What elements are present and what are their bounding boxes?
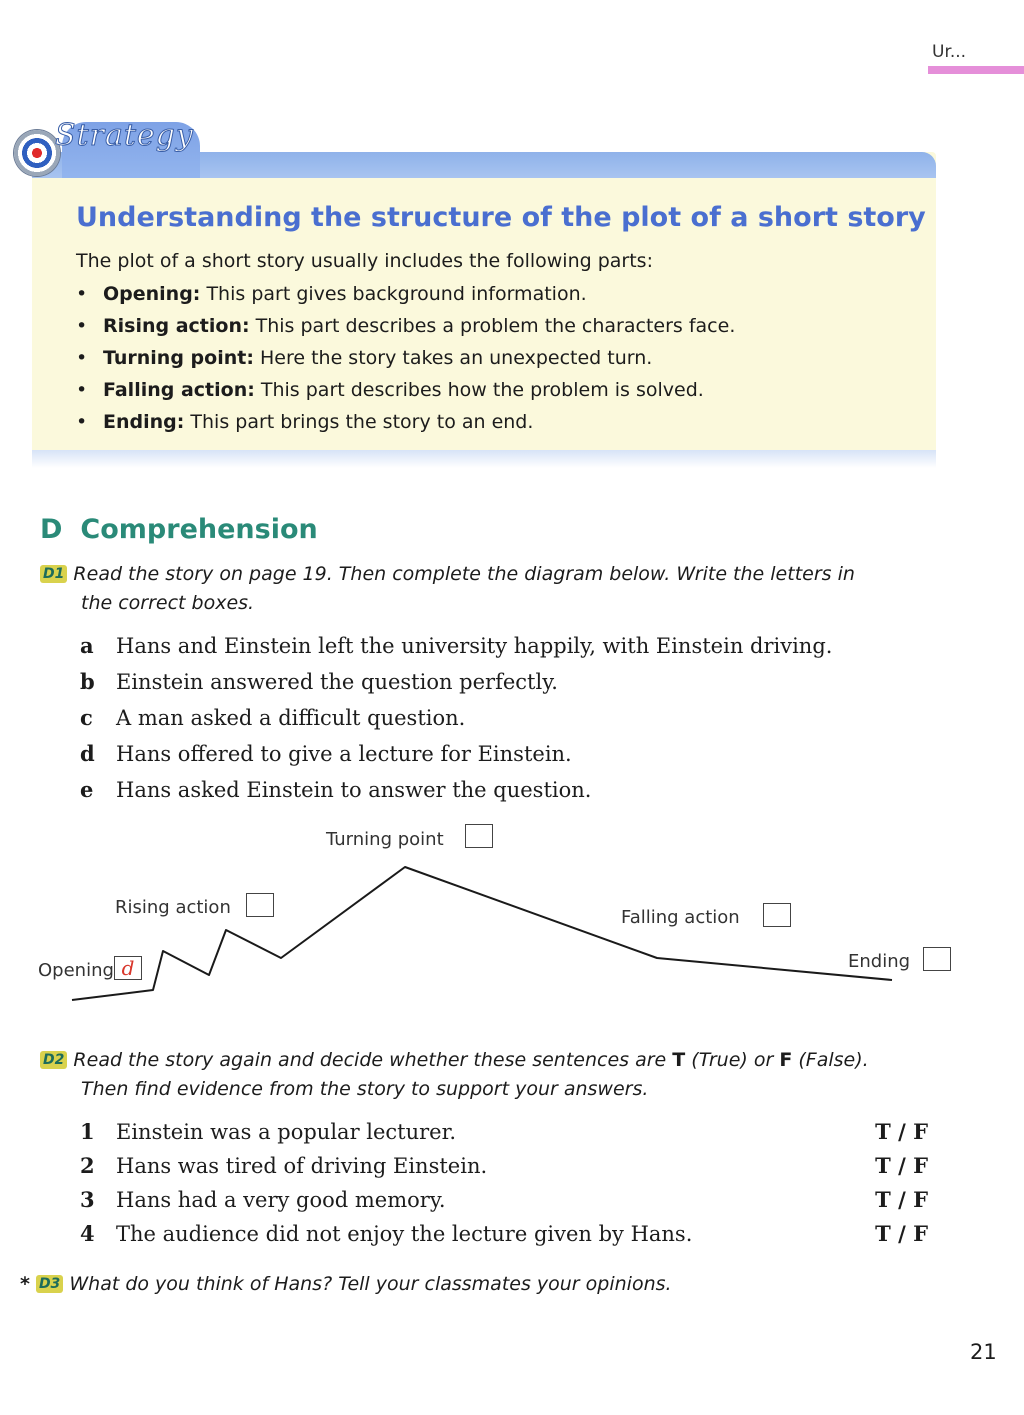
d3-badge: D3 <box>36 1275 63 1293</box>
strategy-text: This part describes a problem the characters face. <box>255 315 736 337</box>
strategy-item-rising-action <box>76 314 735 346</box>
strategy-text: This part gives background information. <box>206 283 587 305</box>
d3-instructions <box>20 1270 920 1299</box>
d3-instruction-text: What do you think of Hans? Tell your classmates your opinions. <box>69 1273 672 1295</box>
strategy-text: Here the story takes an unexpected turn. <box>259 347 653 369</box>
d1-item-text: A man asked a difficult question. <box>116 706 466 730</box>
section-heading <box>40 514 318 545</box>
rising-action-answer-box[interactable] <box>246 893 274 917</box>
unit-tab <box>928 42 1024 74</box>
turning-point-label: Turning point <box>326 829 444 850</box>
strategy-term: Opening: <box>103 283 201 305</box>
target-icon <box>14 130 60 176</box>
d1-item-text: Hans and Einstein left the university happily, with Einstein driving. <box>116 634 833 658</box>
strategy-item-opening <box>76 282 735 314</box>
strategy-label: Strategy <box>55 118 194 153</box>
d2-item-number: 2 <box>80 1153 95 1178</box>
d1-item-letter: c <box>80 705 93 730</box>
opening-label: Opening <box>38 960 114 981</box>
d2-item-text: Einstein was a popular lecturer. <box>116 1120 457 1144</box>
d2-true-letter: T <box>672 1049 686 1071</box>
true-false-choice[interactable]: T / F <box>875 1119 928 1144</box>
d1-item <box>80 702 832 738</box>
section-letter: D <box>40 514 63 545</box>
strategy-term: Ending: <box>103 411 185 433</box>
d2-false-letter: F <box>779 1049 793 1071</box>
d2-instruction-mid: (True) or <box>685 1049 780 1071</box>
strategy-term: Turning point: <box>103 347 254 369</box>
strategy-box-shadow <box>32 450 936 468</box>
falling-action-answer-box[interactable] <box>763 903 791 927</box>
section-title: Comprehension <box>80 514 318 545</box>
d2-instruction-line2: Then find evidence from the story to support your answers. <box>81 1078 649 1100</box>
d2-item-text: The audience did not enjoy the lecture given by Hans. <box>116 1222 693 1246</box>
d1-item <box>80 774 832 810</box>
unit-tab-bar <box>928 66 1024 74</box>
d1-instruction-line2: the correct boxes. <box>81 592 255 614</box>
d1-items <box>80 630 832 810</box>
d2-badge: D2 <box>40 1051 67 1069</box>
d1-instruction-line1: Read the story on page 19. Then complete the diagram below. Write the letters in <box>73 563 855 585</box>
d2-item-number: 3 <box>80 1187 95 1212</box>
d1-instructions <box>40 560 940 618</box>
strategy-list <box>76 282 735 442</box>
d2-item-text: Hans had a very good memory. <box>116 1188 446 1212</box>
d1-item-text: Hans offered to give a lecture for Einstein. <box>116 742 572 766</box>
strategy-heading: Understanding the structure of the plot of a short story <box>76 202 926 233</box>
strategy-item-falling-action <box>76 378 735 410</box>
d2-items <box>80 1116 930 1252</box>
strategy-item-ending <box>76 410 735 442</box>
d1-item <box>80 738 832 774</box>
d2-item-number: 4 <box>80 1221 95 1246</box>
d1-item-text: Einstein answered the question perfectly. <box>116 670 558 694</box>
true-false-choice[interactable]: T / F <box>875 1153 928 1178</box>
d2-item <box>80 1116 930 1150</box>
true-false-choice[interactable]: T / F <box>875 1187 928 1212</box>
ending-label: Ending <box>848 951 911 972</box>
strategy-text: This part describes how the problem is solved. <box>260 379 704 401</box>
d1-item <box>80 630 832 666</box>
challenge-star-icon: * <box>20 1273 30 1295</box>
d2-item <box>80 1184 930 1218</box>
ending-answer-box[interactable] <box>923 947 951 971</box>
strategy-intro: The plot of a short story usually includes the following parts: <box>76 250 653 272</box>
page-number: 21 <box>970 1340 997 1364</box>
strategy-term: Rising action: <box>103 315 250 337</box>
strategy-text: This part brings the story to an end. <box>190 411 534 433</box>
d1-item <box>80 666 832 702</box>
d1-item-letter: e <box>80 777 94 802</box>
opening-answer-box[interactable]: d <box>114 956 142 980</box>
d1-badge: D1 <box>40 565 67 583</box>
d2-instruction-pre: Read the story again and decide whether these sentences are <box>73 1049 673 1071</box>
d2-item-text: Hans was tired of driving Einstein. <box>116 1154 488 1178</box>
falling-action-label: Falling action <box>621 907 740 928</box>
d2-item <box>80 1218 930 1252</box>
true-false-choice[interactable]: T / F <box>875 1221 928 1246</box>
unit-tab-label: Ur... <box>932 42 967 62</box>
d2-instruction-post: (False). <box>792 1049 869 1071</box>
d2-instructions <box>40 1046 940 1104</box>
d1-item-letter: b <box>80 669 95 694</box>
plot-diagram <box>0 815 1024 1015</box>
d1-item-letter: d <box>80 741 95 766</box>
plot-line <box>72 867 892 1000</box>
rising-action-label: Rising action <box>115 897 231 918</box>
strategy-item-turning-point <box>76 346 735 378</box>
d2-item-number: 1 <box>80 1119 95 1144</box>
strategy-term: Falling action: <box>103 379 255 401</box>
turning-point-answer-box[interactable] <box>465 824 493 848</box>
d1-item-text: Hans asked Einstein to answer the question. <box>116 778 592 802</box>
d1-item-letter: a <box>80 633 94 658</box>
d2-item <box>80 1150 930 1184</box>
